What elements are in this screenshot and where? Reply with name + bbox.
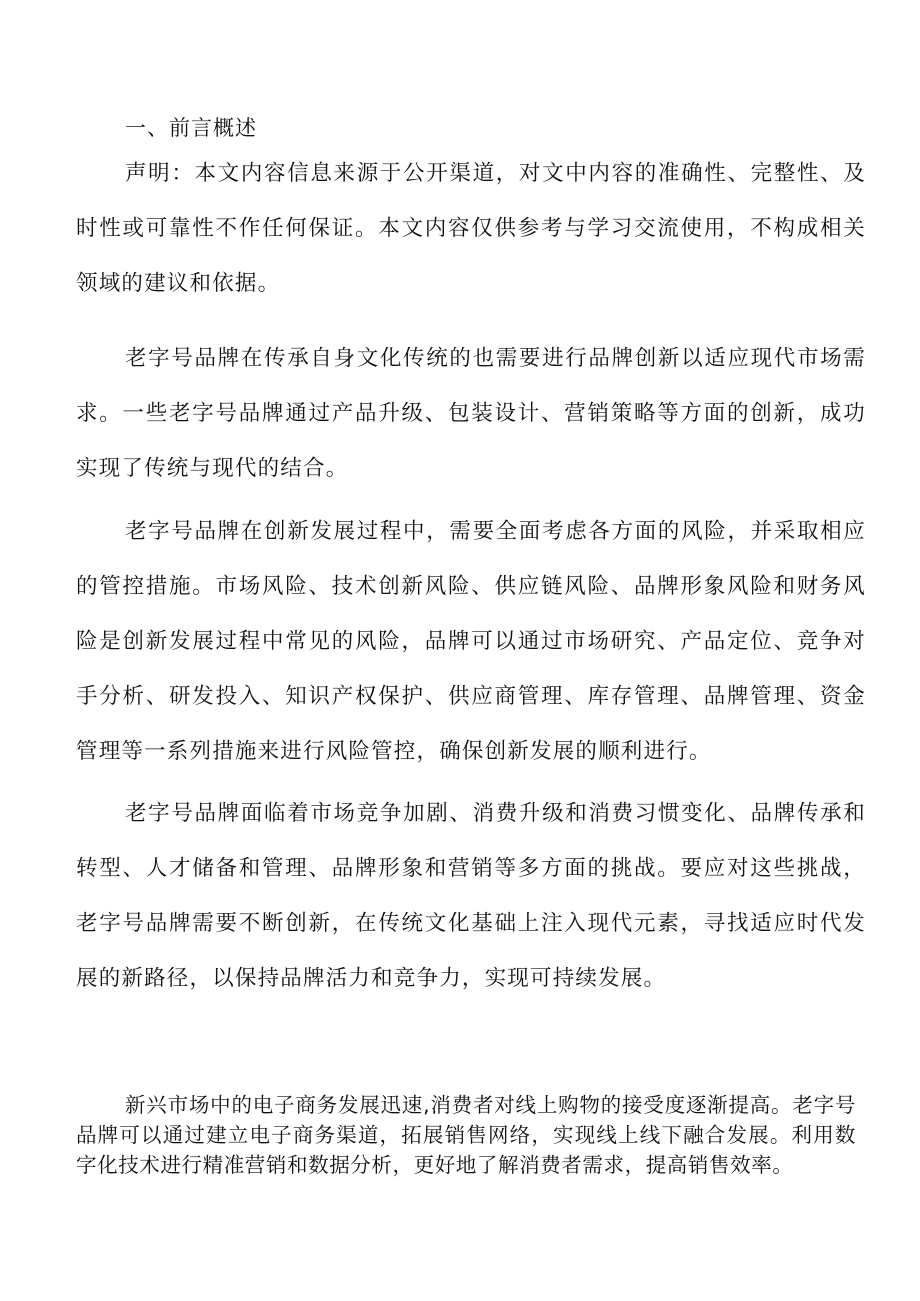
paragraph-brand-innovation: 老字号品牌在传承自身文化传统的也需要进行品牌创新以适应现代市场需求。一些老字号品牌通过产品升级、包装设计、营销策略等方面的创新，成功实现了传统与现代的结合。 (76, 346, 866, 481)
section-heading: 一、前言概述 (125, 116, 257, 140)
paragraph-ecommerce: 新兴市场中的电子商务发展迅速,消费者对线上购物的接受度逐渐提高。老字号品牌可以通过建立电子商务渠道，拓展销售网络，实现线上线下融合发展。利用数字化技术进行精准营销和数据分析，更好地了解消费者需求，提高销售效率。 (76, 1093, 856, 1177)
paragraph-disclaimer: 声明：本文内容信息来源于公开渠道，对文中内容的准确性、完整性、及时性或可靠性不作任何保证。本文内容仅供参考与学习交流使用，不构成相关领域的建议和依据。 (76, 161, 866, 296)
paragraph-risk-control: 老字号品牌在创新发展过程中，需要全面考虑各方面的风险，并采取相应的管控措施。市场风险、技术创新风险、供应链风险、品牌形象风险和财务风险是创新发展过程中常见的风险，品牌可以通过市场研究、产品定位、竞争对手分析、研发投入、知识产权保护、供应商管理、库存管理、品牌管理、资金管理等一系列措施来进行风险管控，确保创新发展的顺利进行。 (76, 519, 866, 764)
paragraph-challenges: 老字号品牌面临着市场竞争加剧、消费升级和消费习惯变化、品牌传承和转型、人才储备和管理、品牌形象和营销等多方面的挑战。要应对这些挑战，老字号品牌需要不断创新，在传统文化基础上注入现代元素，寻找适应时代发展的新路径，以保持品牌活力和竞争力，实现可持续发展。 (76, 801, 866, 991)
